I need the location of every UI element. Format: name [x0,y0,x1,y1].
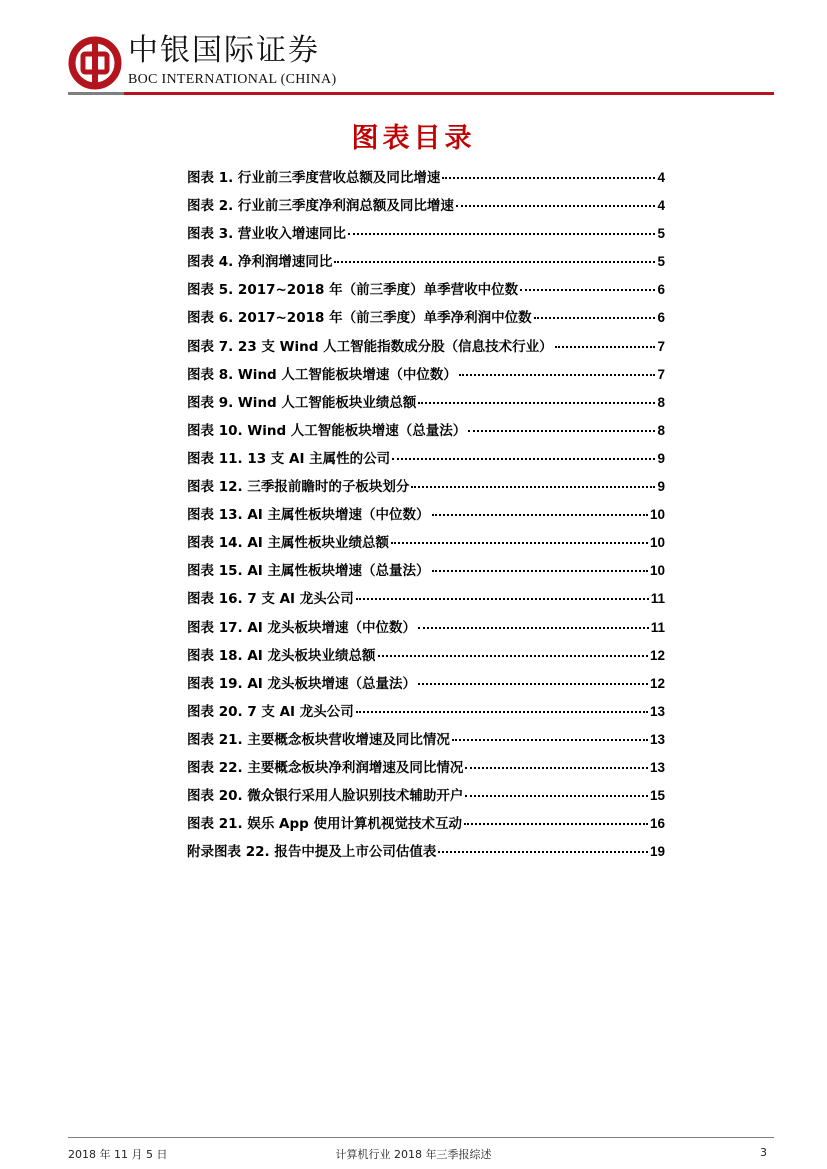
toc-entry[interactable] [187,784,665,812]
toc-dot-leader [356,697,648,713]
toc-dot-leader [411,473,655,489]
toc-entry-text: 图表 1. 行业前三季度营收总额及同比增速 [187,170,441,186]
toc-entry[interactable] [187,306,665,334]
toc-entry[interactable] [187,194,665,222]
toc-entry-page: 8 [657,422,665,438]
toc-entry-page: 13 [649,703,665,719]
toc-entry-page: 15 [649,788,665,804]
toc-entry[interactable] [187,756,665,784]
toc-entry-page: 13 [649,731,665,747]
toc-dot-leader [442,164,655,180]
footer-report-title: 计算机行业 2018 年三季报综述 [335,1148,492,1161]
toc-entry[interactable] [187,335,665,363]
page-header [0,0,827,100]
toc-dot-leader [418,613,649,629]
footer-rule [68,1137,774,1138]
toc-dot-leader [356,585,649,601]
toc-entry[interactable] [187,419,665,447]
toc-entry[interactable] [187,391,665,419]
toc-dot-leader [432,501,648,517]
toc-entry-text: 附录图表 22. 报告中提及上市公司估值表 [187,844,437,861]
toc-entry-text: 图表 2. 行业前三季度净利润总额及同比增速 [187,198,454,215]
toc-entry-text: 图表 22. 主要概念板块净利润增速及同比情况 [187,759,464,776]
toc-entry-page: 4 [657,198,665,214]
toc-dot-leader [432,557,648,573]
toc-dot-leader [438,838,648,854]
toc-dot-leader [391,529,648,545]
toc-dot-leader [348,220,656,236]
toc-dot-leader [459,360,656,376]
toc-entry-page: 16 [649,816,665,832]
toc-entry-text: 图表 21. 主要概念板块营收增速及同比情况 [187,731,450,748]
toc-title: 图表目录 [351,123,476,154]
toc-entry-page: 9 [657,479,665,495]
toc-dot-leader [520,276,655,292]
header-rule-gray [68,92,124,95]
toc-entry-text: 图表 16. 7 支 AI 龙头公司 [187,591,354,608]
toc-dot-leader [392,444,655,460]
footer-page-number: 3 [760,1146,767,1159]
toc-entry[interactable] [187,840,665,868]
toc-entry-text: 图表 20. 7 支 AI 龙头公司 [187,703,354,720]
toc-entry-page: 12 [649,647,665,663]
toc-entry-text: 图表 8. Wind 人工智能板块增速（中位数） [187,366,457,383]
toc-dot-leader [456,192,656,208]
toc-dot-leader [334,248,655,264]
toc-entry-page: 5 [657,254,665,270]
toc-entry-page: 4 [657,170,665,185]
toc-entry-text: 图表 12. 三季报前瞻时的子板块划分 [187,479,410,496]
toc-dot-leader [418,388,655,404]
header-rule-red [124,92,774,95]
toc-entry[interactable] [187,475,665,503]
toc-entry-text: 图表 19. AI 龙头板块增速（总量法） [187,675,416,692]
toc-entry[interactable] [187,728,665,756]
toc-entry-text: 图表 9. Wind 人工智能板块业绩总额 [187,394,417,411]
toc-dot-leader [465,782,648,798]
brand-name-en: BOC INTERNATIONAL (CHINA) [128,72,337,87]
toc-entry[interactable] [187,503,665,531]
toc-entry-text: 图表 7. 23 支 Wind 人工智能指数成分股（信息技术行业） [187,338,553,355]
toc-entry-page: 11 [650,591,665,607]
footer-date: 2018 年 11 月 5 日 [68,1148,168,1161]
toc-entry-text: 图表 17. AI 龙头板块增速（中位数） [187,619,416,636]
toc-entry-page: 7 [657,366,665,382]
toc-dot-leader [378,641,648,657]
toc-entry[interactable] [187,447,665,475]
brand-name-cn: 中银国际证券 [128,33,320,68]
toc-entry-text: 图表 15. AI 主属性板块增速（总量法） [187,563,430,580]
toc-entry[interactable] [187,812,665,840]
toc-entry[interactable] [187,250,665,278]
toc-entry-text: 图表 3. 营业收入增速同比 [187,226,346,243]
toc-entry-text: 图表 11. 13 支 AI 主属性的公司 [187,450,391,467]
toc-entry-text: 图表 14. AI 主属性板块业绩总额 [187,535,389,552]
toc-entry-page: 10 [649,507,665,523]
toc-dot-leader [464,810,648,826]
toc-dot-leader [418,669,648,685]
toc-entry-text: 图表 20. 微众银行采用人脸识别技术辅助开户 [187,788,464,805]
toc-entry-page: 8 [657,394,665,410]
toc-entry[interactable] [187,672,665,700]
toc-entry-text: 图表 21. 娱乐 App 使用计算机视觉技术互动 [187,816,462,833]
toc-list [187,166,665,868]
toc-entry-text: 图表 6. 2017~2018 年（前三季度）单季净利润中位数 [187,310,532,327]
toc-entry-page: 5 [657,226,665,242]
toc-entry-text: 图表 13. AI 主属性板块增速（中位数） [187,507,430,524]
toc-entry-text: 图表 5. 2017~2018 年（前三季度）单季营收中位数 [187,282,519,299]
toc-entry-text: 图表 10. Wind 人工智能板块增速（总量法） [187,422,467,439]
toc-dot-leader [468,416,655,432]
toc-entry-page: 9 [657,450,665,466]
toc-dot-leader [465,753,648,769]
toc-entry[interactable] [187,166,665,194]
toc-dot-leader [452,725,648,741]
toc-entry-page: 7 [657,338,665,354]
toc-entry-text: 图表 4. 净利润增速同比 [187,254,333,271]
toc-entry-page: 19 [649,844,665,860]
toc-entry[interactable] [187,644,665,672]
toc-entry[interactable] [187,559,665,587]
toc-entry[interactable] [187,587,665,615]
toc-entry-page: 13 [649,759,665,775]
toc-dot-leader [555,332,656,348]
boc-logo-icon [68,36,122,90]
toc-entry-page: 12 [649,675,665,691]
toc-entry-page: 10 [649,535,665,551]
toc-entry[interactable] [187,222,665,250]
toc-entry-page: 6 [657,282,665,298]
toc-entry[interactable] [187,363,665,391]
toc-entry-page: 6 [657,310,665,326]
toc-entry[interactable] [187,616,665,644]
toc-entry[interactable] [187,700,665,728]
toc-dot-leader [534,304,656,320]
toc-entry[interactable] [187,278,665,306]
toc-entry[interactable] [187,531,665,559]
toc-entry-text: 图表 18. AI 龙头板块业绩总额 [187,647,376,664]
toc-entry-page: 10 [649,563,665,579]
toc-entry-page: 11 [650,619,665,635]
